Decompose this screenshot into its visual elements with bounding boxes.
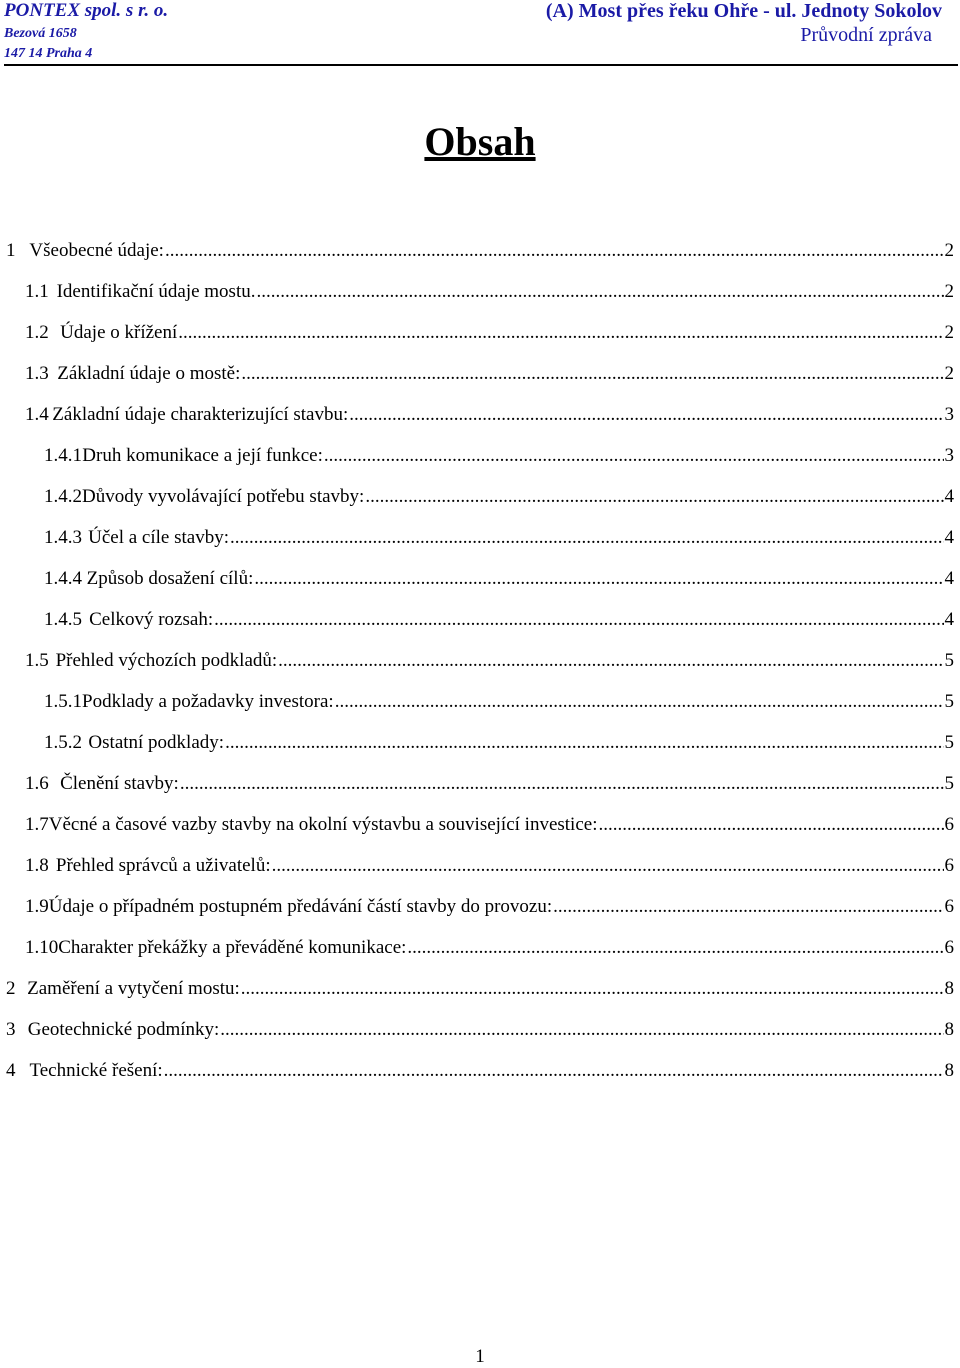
- toc-entry[interactable]: [25, 281, 954, 311]
- toc-number: 1.3: [25, 363, 49, 384]
- toc-number: 3: [6, 1019, 16, 1040]
- toc-page: 6: [944, 855, 954, 876]
- toc-entry[interactable]: [25, 404, 954, 434]
- toc-leader: [241, 978, 944, 1000]
- toc-number: 1.1: [25, 281, 49, 302]
- toc-leader: [272, 855, 944, 877]
- toc-number: 1.8: [25, 855, 49, 876]
- toc-leader: [164, 1060, 944, 1082]
- company-name: PONTEX spol. s r. o.: [4, 0, 169, 21]
- toc-page: 8: [944, 1060, 954, 1081]
- toc-page: 5: [944, 650, 954, 671]
- toc-entry[interactable]: [25, 937, 954, 967]
- toc-page: 4: [944, 486, 954, 507]
- toc-number: 1.4.1: [44, 445, 82, 466]
- toc-number: 1.4.4: [44, 568, 82, 589]
- toc-entry[interactable]: [25, 814, 954, 844]
- toc-page: 3: [944, 404, 954, 425]
- toc-label: Celkový rozsah:: [89, 609, 214, 630]
- toc-page: 6: [944, 896, 954, 917]
- toc-entry[interactable]: [6, 1060, 954, 1090]
- toc-leader: [165, 240, 944, 262]
- toc-number: 1.4: [25, 404, 49, 425]
- toc-label: Základní údaje o mostě:: [57, 363, 241, 384]
- toc-leader: [220, 1019, 943, 1041]
- toc-page: 2: [944, 322, 954, 343]
- toc-leader: [365, 486, 943, 508]
- toc-page: 8: [944, 978, 954, 999]
- page-title: Obsah: [424, 119, 536, 164]
- toc-page: 2: [944, 281, 954, 302]
- toc-leader: [178, 322, 943, 344]
- toc-leader: [553, 896, 943, 918]
- toc-page: 2: [944, 363, 954, 384]
- toc-page: 4: [944, 527, 954, 548]
- toc-leader: [324, 445, 944, 467]
- toc-number: 1.2: [25, 322, 49, 343]
- toc-page: 5: [944, 691, 954, 712]
- toc-entry[interactable]: [44, 691, 954, 721]
- toc-number: 1.4.2: [44, 486, 82, 507]
- toc-leader: [241, 363, 943, 385]
- toc-entry[interactable]: [25, 773, 954, 803]
- company-city: 147 14 Praha 4: [4, 46, 93, 61]
- toc-leader: [214, 609, 943, 631]
- toc-label: Údaje o křížení: [60, 322, 178, 343]
- toc-entry[interactable]: [6, 978, 954, 1008]
- toc-label: Údaje o případném postupném předávání částí stavby do provozu:: [48, 896, 553, 917]
- toc-page: 8: [944, 1019, 954, 1040]
- toc-page: 2: [944, 240, 954, 261]
- toc-label: Přehled správců a uživatelů:: [55, 855, 271, 876]
- toc-entry[interactable]: [44, 486, 954, 516]
- toc-label: Účel a cíle stavby:: [88, 527, 229, 548]
- page-number: 1: [475, 1346, 485, 1367]
- toc-label: Druh komunikace a její funkce:: [82, 445, 323, 466]
- toc-number: 4: [6, 1060, 16, 1081]
- toc-leader: [254, 568, 943, 590]
- toc-number: 1.5: [25, 650, 49, 671]
- toc-label: Geotechnické podmínky:: [27, 1019, 220, 1040]
- toc-number: 1: [6, 240, 16, 261]
- toc-number: 1.9: [25, 896, 49, 917]
- toc-label: Základní údaje charakterizující stavbu:: [52, 404, 349, 425]
- document-type: Průvodní zpráva: [800, 24, 932, 46]
- toc-leader: [256, 281, 943, 303]
- toc-number: 1.4.5: [44, 609, 82, 630]
- toc-number: 1.7: [25, 814, 49, 835]
- toc-label: Technické řešení:: [29, 1060, 163, 1081]
- toc-page: 3: [944, 445, 954, 466]
- toc-label: Ostatní podklady:: [88, 732, 225, 753]
- toc-label: Členění stavby:: [60, 773, 179, 794]
- toc-label: Věcné a časové vazby stavby na okolní výstavbu a související investice:: [48, 814, 598, 835]
- toc-leader: [335, 691, 944, 713]
- company-street: Bezová 1658: [4, 26, 77, 41]
- toc-entry[interactable]: [44, 609, 954, 639]
- toc-leader: [225, 732, 943, 754]
- toc-leader: [278, 650, 943, 672]
- toc-number: 1.4.3: [44, 527, 82, 548]
- toc-entry[interactable]: [44, 568, 954, 598]
- toc-leader: [598, 814, 943, 836]
- toc-entry[interactable]: [44, 445, 954, 475]
- toc-page: 4: [944, 568, 954, 589]
- project-title: (A) Most přes řeku Ohře - ul. Jednoty Sokolov: [545, 0, 942, 22]
- toc-entry[interactable]: [25, 650, 954, 680]
- toc-number: 1.5.2: [44, 732, 82, 753]
- page-header: [0, 0, 960, 66]
- toc-page: 4: [944, 609, 954, 630]
- toc-number: 1.5.1: [44, 691, 82, 712]
- toc-number: 1.6: [25, 773, 49, 794]
- toc-entry[interactable]: [25, 855, 954, 885]
- toc-leader: [180, 773, 944, 795]
- toc-entry[interactable]: [25, 896, 954, 926]
- toc-entry[interactable]: [6, 1019, 954, 1049]
- toc-page: 5: [944, 773, 954, 794]
- toc-page: 6: [944, 937, 954, 958]
- toc-page: 6: [944, 814, 954, 835]
- toc-label: Podklady a požadavky investora:: [82, 691, 334, 712]
- toc-entry[interactable]: [25, 363, 954, 393]
- toc-number: 2: [6, 978, 16, 999]
- toc-entry[interactable]: [44, 732, 954, 762]
- toc-leader: [407, 937, 943, 959]
- toc-label: Důvody vyvolávající potřebu stavby:: [82, 486, 365, 507]
- header-divider: [4, 64, 958, 66]
- toc-label: Zaměření a vytyčení mostu:: [27, 978, 240, 999]
- toc-leader: [349, 404, 943, 426]
- toc-label: Charakter překážky a převáděné komunikace:: [58, 937, 407, 958]
- toc-leader: [230, 527, 944, 549]
- toc-label: Přehled výchozích podkladů:: [55, 650, 278, 671]
- toc-label: Identifikační údaje mostu.: [56, 281, 256, 302]
- toc-entry[interactable]: [6, 240, 954, 270]
- toc-label: Všeobecné údaje:: [29, 240, 164, 261]
- toc-label: Způsob dosažení cílů:: [86, 568, 254, 589]
- toc-page: 5: [944, 732, 954, 753]
- toc-entry[interactable]: [44, 527, 954, 557]
- toc-entry[interactable]: [25, 322, 954, 352]
- toc-number: 1.10: [25, 937, 59, 958]
